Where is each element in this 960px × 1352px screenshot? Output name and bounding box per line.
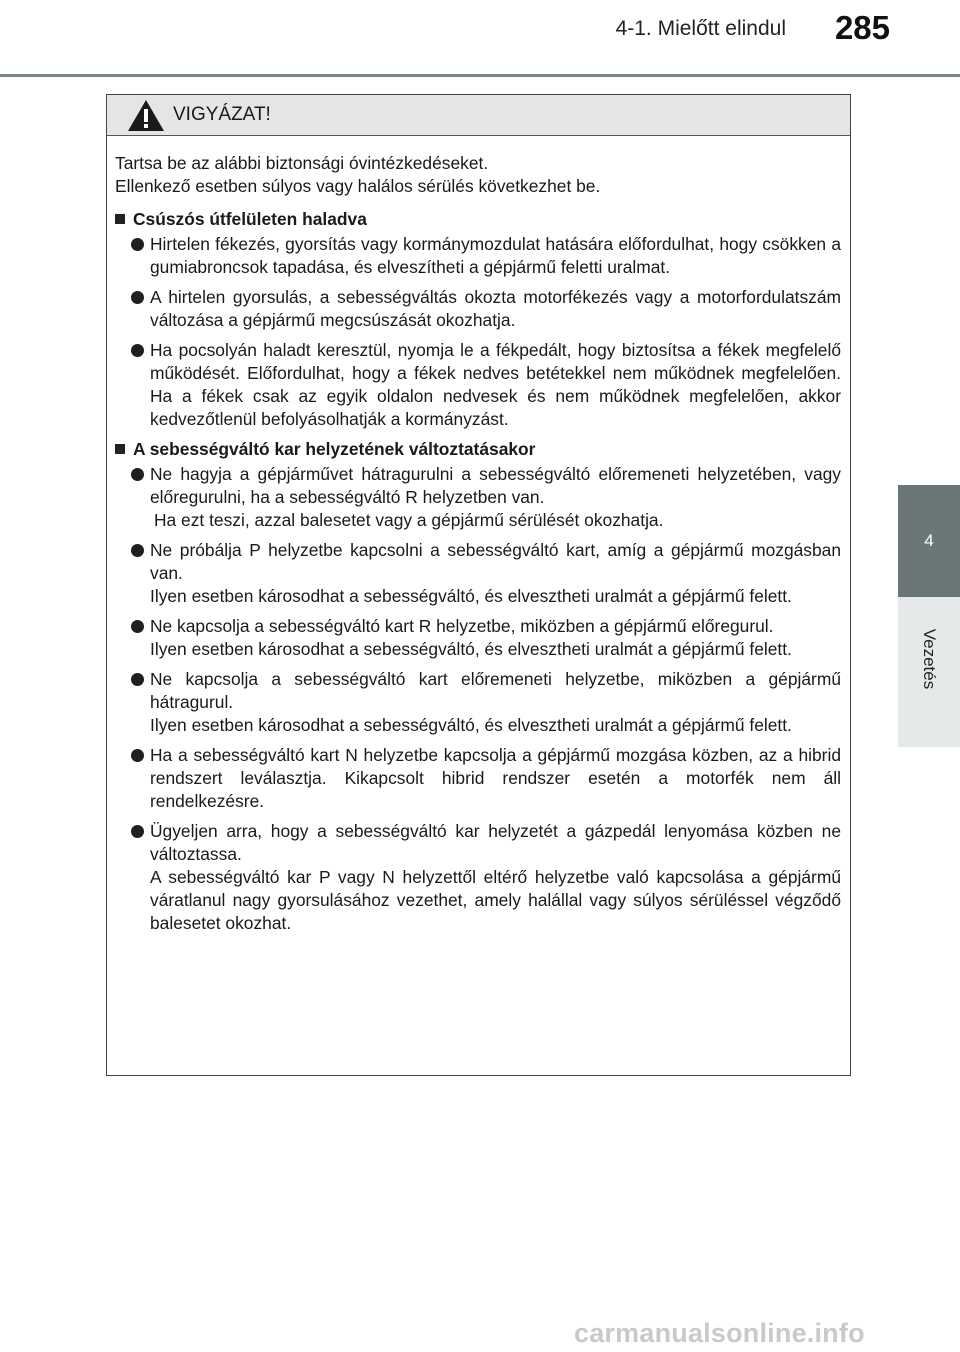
list-item [115,615,841,661]
bullet-dot-icon [131,344,144,357]
page-number: 285 [834,9,890,46]
bullet-dot-icon [131,749,144,762]
bullet-text: Ügyeljen arra, hogy a sebességváltó kar helyzetét a gázpedál lenyomása közben ne változtassa. [150,821,841,864]
bullet-note: Ilyen esetben károsodhat a sebességváltó, és elvesztheti uralmát a gépjármű felett. [150,639,792,659]
bullet-text: Ne kapcsolja a sebességváltó kart R helyzetbe, miközben a gépjármű előregurul. [150,616,774,636]
bullet-note: Ilyen esetben károsodhat a sebességváltó, és elvesztheti uralmát a gépjármű felett. [150,586,792,606]
bullet-dot-icon [131,544,144,557]
list-item [115,539,841,608]
warning-intro [115,152,841,198]
section-heading: A sebességváltó kar helyzetének változtatásakor [115,438,841,461]
square-bullet-icon [115,444,125,454]
bullet-text: Ne kapcsolja a sebességváltó kart előremeneti helyzetbe, miközben a gépjármű hátragurul. [150,669,841,712]
section-title: 4-1. Mielőtt elindul [615,17,786,40]
header-rule [0,74,960,77]
list-item [115,233,841,279]
list-item [115,463,841,532]
list-item [115,744,841,813]
bullet-text: Ne hagyja a gépjárművet hátragurulni a sebességváltó előremeneti helyzetében, vagy előregurulni, ha a sebességváltó R helyzetben van. [150,464,841,507]
bullet-dot-icon [131,673,144,686]
bullet-text: A hirtelen gyorsulás, a sebességváltás okozta motorfékezés vagy a motorfordulatszám változása a gépjármű megcsúszását okozhatja. [150,287,841,330]
bullet-text: Ha a sebességváltó kart N helyzetbe kapcsolja a gépjármű mozgása közben, az a hibrid rendszert leválasztja. Kikapcsolt hibrid rendszer esetén a motorfék nem áll rendelkezésre. [150,745,841,811]
warning-header [107,95,850,136]
section-heading: Csúszós útfelületen haladva [115,208,841,231]
bullet-text: Ne próbálja P helyzetbe kapcsolni a sebességváltó kart, amíg a gépjármű mozgásban van. [150,540,841,583]
bullet-note: Ilyen esetben károsodhat a sebességváltó, és elvesztheti uralmát a gépjármű felett. [150,715,792,735]
warning-title: VIGYÁZAT! [173,104,271,125]
bullet-dot-icon [131,291,144,304]
chapter-label-tab [898,597,960,747]
bullet-note: Ha ezt teszi, azzal balesetet vagy a gépjármű sérülését okozhatja. [154,510,664,530]
list-item [115,339,841,431]
bullet-dot-icon [131,238,144,251]
list-item [115,668,841,737]
warning-box [106,94,851,1076]
bullet-note: A sebességváltó kar P vagy N helyzettől eltérő helyzetbe való kapcsolása a gépjármű váratlanul nagy gyorsulásához vezethet, amely halállal vagy súlyos sérüléssel végződő balesetet okozhat. [150,867,841,933]
chapter-label: Vezetés [920,628,939,690]
section-slippery-road [115,208,841,431]
chapter-tab[interactable] [898,485,960,597]
list-item [115,820,841,935]
warning-triangle-icon [127,99,165,132]
watermark: carmanualsonline.info [574,1318,865,1348]
warning-body [107,136,850,935]
bullet-dot-icon [131,468,144,481]
square-bullet-icon [115,214,125,224]
intro-line: Tartsa be az alábbi biztonsági óvintézkedéseket. [115,153,489,173]
bullet-text: Hirtelen fékezés, gyorsítás vagy kormánymozdulat hatására előfordulhat, hogy csökken a gumiabroncsok tapadása, és elveszítheti a gépjármű feletti uralmat. [150,234,841,277]
list-item [115,286,841,332]
chapter-number: 4 [924,531,934,550]
bullet-dot-icon [131,825,144,838]
section-shift-lever [115,438,841,935]
bullet-dot-icon [131,620,144,633]
intro-line: Ellenkező esetben súlyos vagy halálos sérülés következhet be. [115,176,601,196]
bullet-text: Ha pocsolyán haladt keresztül, nyomja le a fékpedált, hogy biztosítsa a fékek megfelelő működését. Előfordulhat, hogy a fékek nedves betétekkel nem működnek megfelelően. Ha a fékek csak az egyik oldalon nedvesek és nem működnek megfelelően, akkor kedvezőtlenül befolyásolhatják a kormányzást. [150,340,841,429]
